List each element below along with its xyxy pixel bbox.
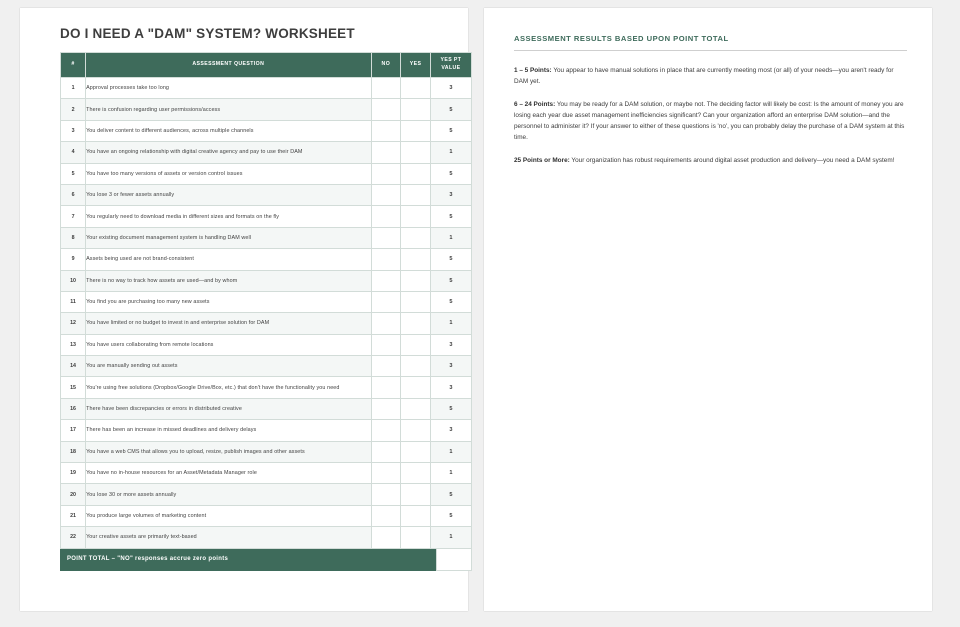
- yes-checkbox-cell[interactable]: [401, 270, 431, 291]
- yes-checkbox-cell[interactable]: [401, 463, 431, 484]
- row-number: 20: [61, 484, 86, 505]
- yes-checkbox-cell[interactable]: [401, 398, 431, 419]
- results-range-label: 1 – 5 Points:: [514, 67, 552, 74]
- row-number: 19: [61, 463, 86, 484]
- results-body-text: You may be ready for a DAM solution, or maybe not. The deciding factor will likely be cost: Is the amount of money you are losing each year due asset management inefficiencies significant? Can your organization afford an enterprise DAM solution—and the personnel to administer it? If your answer to either of these questions is 'no', you can probably delay the purchase of a DAM system at this time.: [514, 101, 905, 142]
- point-total-row: [60, 549, 472, 571]
- assessment-table: [60, 52, 472, 549]
- table-row: [61, 527, 472, 548]
- assessment-question: Assets being used are not brand-consistent: [86, 249, 371, 270]
- row-number: 5: [61, 163, 86, 184]
- assessment-question: You deliver content to different audiences, across multiple channels: [86, 120, 371, 141]
- row-number: 7: [61, 206, 86, 227]
- row-number: 10: [61, 270, 86, 291]
- table-row: [61, 441, 472, 462]
- row-number: 8: [61, 227, 86, 248]
- worksheet-page: [20, 8, 468, 611]
- column-header-point-value: YES PT VALUE: [430, 53, 471, 78]
- table-row: [61, 120, 472, 141]
- no-checkbox-cell[interactable]: [371, 377, 401, 398]
- assessment-question: Your existing document management system is handling DAM well: [86, 227, 371, 248]
- no-checkbox-cell[interactable]: [371, 334, 401, 355]
- yes-checkbox-cell[interactable]: [401, 99, 431, 120]
- point-value: 1: [430, 527, 471, 548]
- results-page: [484, 8, 932, 611]
- assessment-question: You have a web CMS that allows you to upload, resize, publish images and other assets: [86, 441, 371, 462]
- point-value: 3: [430, 356, 471, 377]
- yes-checkbox-cell[interactable]: [401, 163, 431, 184]
- row-number: 1: [61, 78, 86, 99]
- point-value: 5: [430, 398, 471, 419]
- yes-checkbox-cell[interactable]: [401, 527, 431, 548]
- table-row: [61, 163, 472, 184]
- table-header: [61, 53, 472, 78]
- point-value: 3: [430, 184, 471, 205]
- assessment-question: You have no in-house resources for an Asset/Metadata Manager role: [86, 463, 371, 484]
- point-value: 3: [430, 78, 471, 99]
- yes-checkbox-cell[interactable]: [401, 142, 431, 163]
- point-value: 5: [430, 291, 471, 312]
- row-number: 6: [61, 184, 86, 205]
- row-number: 18: [61, 441, 86, 462]
- page-title: DO I NEED A "DAM" SYSTEM? WORKSHEET: [60, 26, 355, 41]
- yes-checkbox-cell[interactable]: [401, 420, 431, 441]
- point-value: 5: [430, 505, 471, 526]
- no-checkbox-cell[interactable]: [371, 398, 401, 419]
- assessment-question: You're using free solutions (Dropbox/Google Drive/Box, etc.) that don't have the functionality you need: [86, 377, 371, 398]
- yes-checkbox-cell[interactable]: [401, 505, 431, 526]
- table-row: [61, 249, 472, 270]
- no-checkbox-cell[interactable]: [371, 206, 401, 227]
- yes-checkbox-cell[interactable]: [401, 120, 431, 141]
- table-row: [61, 420, 472, 441]
- row-number: 17: [61, 420, 86, 441]
- point-total-input[interactable]: [436, 549, 472, 571]
- point-value: 5: [430, 120, 471, 141]
- results-title: ASSESSMENT RESULTS BASED UPON POINT TOTAL: [514, 34, 729, 43]
- assessment-question: You produce large volumes of marketing content: [86, 505, 371, 526]
- table-row: [61, 463, 472, 484]
- table-row: [61, 334, 472, 355]
- assessment-question: There is no way to track how assets are used—and by whom: [86, 270, 371, 291]
- yes-checkbox-cell[interactable]: [401, 249, 431, 270]
- point-value: 1: [430, 227, 471, 248]
- results-paragraph: [514, 155, 906, 166]
- table-row: [61, 291, 472, 312]
- table-row: [61, 78, 472, 99]
- assessment-question: You have an ongoing relationship with digital creative agency and pay to use their DAM: [86, 142, 371, 163]
- assessment-question: Your creative assets are primarily text-based: [86, 527, 371, 548]
- title-divider: [514, 50, 907, 51]
- yes-checkbox-cell[interactable]: [401, 206, 431, 227]
- no-checkbox-cell[interactable]: [371, 527, 401, 548]
- point-value: 1: [430, 441, 471, 462]
- results-paragraph-list: [514, 65, 907, 166]
- assessment-question: Approval processes take too long: [86, 78, 371, 99]
- row-number: 13: [61, 334, 86, 355]
- no-checkbox-cell[interactable]: [371, 78, 401, 99]
- yes-checkbox-cell[interactable]: [401, 484, 431, 505]
- point-total-label: POINT TOTAL – "NO" responses accrue zero points: [60, 549, 436, 571]
- no-checkbox-cell[interactable]: [371, 484, 401, 505]
- point-value: 3: [430, 420, 471, 441]
- yes-checkbox-cell[interactable]: [401, 377, 431, 398]
- row-number: 15: [61, 377, 86, 398]
- yes-checkbox-cell[interactable]: [401, 334, 431, 355]
- results-body-text: Your organization has robust requirements around digital asset production and delivery—you need a DAM system!: [569, 157, 895, 165]
- yes-checkbox-cell[interactable]: [401, 313, 431, 334]
- column-header-no: NO: [371, 53, 401, 78]
- table-row: [61, 398, 472, 419]
- row-number: 12: [61, 313, 86, 334]
- header-row: [61, 53, 472, 78]
- point-value: 5: [430, 163, 471, 184]
- table-row: [61, 377, 472, 398]
- assessment-question: There is confusion regarding user permissions/access: [86, 99, 371, 120]
- table-row: [61, 356, 472, 377]
- point-value: 3: [430, 334, 471, 355]
- point-value: 1: [430, 313, 471, 334]
- assessment-question: You are manually sending out assets: [86, 356, 371, 377]
- no-checkbox-cell[interactable]: [371, 249, 401, 270]
- column-header-number: #: [61, 53, 86, 78]
- point-value: 1: [430, 463, 471, 484]
- yes-checkbox-cell[interactable]: [401, 356, 431, 377]
- assessment-question: You lose 3 or fewer assets annually: [86, 184, 371, 205]
- point-value: 3: [430, 377, 471, 398]
- assessment-question: You regularly need to download media in different sizes and formats on the fly: [86, 206, 371, 227]
- no-checkbox-cell[interactable]: [371, 463, 401, 484]
- row-number: 4: [61, 142, 86, 163]
- table-row: [61, 142, 472, 163]
- row-number: 2: [61, 99, 86, 120]
- yes-checkbox-cell[interactable]: [401, 184, 431, 205]
- point-value: 5: [430, 99, 471, 120]
- no-checkbox-cell[interactable]: [371, 270, 401, 291]
- table-row: [61, 313, 472, 334]
- table-row: [61, 484, 472, 505]
- table-row: [61, 184, 472, 205]
- point-value: 5: [430, 484, 471, 505]
- results-paragraph: [514, 65, 906, 87]
- point-value: 1: [430, 142, 471, 163]
- row-number: 22: [61, 527, 86, 548]
- no-checkbox-cell[interactable]: [371, 120, 401, 141]
- table-row: [61, 206, 472, 227]
- table-row: [61, 227, 472, 248]
- yes-checkbox-cell[interactable]: [401, 78, 431, 99]
- results-range-label: 25 Points or More:: [514, 157, 570, 165]
- no-checkbox-cell[interactable]: [371, 227, 401, 248]
- row-number: 11: [61, 291, 86, 312]
- assessment-question: You find you are purchasing too many new assets: [86, 291, 371, 312]
- point-value: 5: [430, 249, 471, 270]
- no-checkbox-cell[interactable]: [371, 313, 401, 334]
- assessment-question: There has been an increase in missed deadlines and delivery delays: [86, 420, 371, 441]
- no-checkbox-cell[interactable]: [371, 184, 401, 205]
- assessment-question: You have users collaborating from remote locations: [86, 334, 371, 355]
- no-checkbox-cell[interactable]: [371, 163, 401, 184]
- yes-checkbox-cell[interactable]: [401, 227, 431, 248]
- column-header-yes: YES: [401, 53, 431, 78]
- assessment-question: There have been discrepancies or errors in distributed creative: [86, 398, 371, 419]
- no-checkbox-cell[interactable]: [371, 356, 401, 377]
- row-number: 14: [61, 356, 86, 377]
- no-checkbox-cell[interactable]: [371, 291, 401, 312]
- no-checkbox-cell[interactable]: [371, 142, 401, 163]
- row-number: 3: [61, 120, 86, 141]
- table-row: [61, 270, 472, 291]
- table-row: [61, 99, 472, 120]
- results-range-label: 6 – 24 Points:: [514, 101, 556, 109]
- no-checkbox-cell[interactable]: [371, 420, 401, 441]
- results-body-text: You appear to have manual solutions in place that are currently meeting most (or all) of your needs—you aren't ready for DAM yet.: [514, 67, 894, 86]
- column-header-question: ASSESSMENT QUESTION: [86, 53, 371, 78]
- table-row: [61, 505, 472, 526]
- results-paragraph: [514, 99, 906, 143]
- assessment-question: You lose 30 or more assets annually: [86, 484, 371, 505]
- no-checkbox-cell[interactable]: [371, 441, 401, 462]
- yes-checkbox-cell[interactable]: [401, 441, 431, 462]
- assessment-question: You have limited or no budget to invest in and enterprise solution for DAM: [86, 313, 371, 334]
- row-number: 9: [61, 249, 86, 270]
- yes-checkbox-cell[interactable]: [401, 291, 431, 312]
- worksheet-content: [40, 26, 462, 593]
- results-content: [514, 34, 907, 593]
- no-checkbox-cell[interactable]: [371, 99, 401, 120]
- point-value: 5: [430, 206, 471, 227]
- row-number: 16: [61, 398, 86, 419]
- point-value: 5: [430, 270, 471, 291]
- no-checkbox-cell[interactable]: [371, 505, 401, 526]
- row-number: 21: [61, 505, 86, 526]
- table-body: [61, 78, 472, 549]
- assessment-question: You have too many versions of assets or version control issues: [86, 163, 371, 184]
